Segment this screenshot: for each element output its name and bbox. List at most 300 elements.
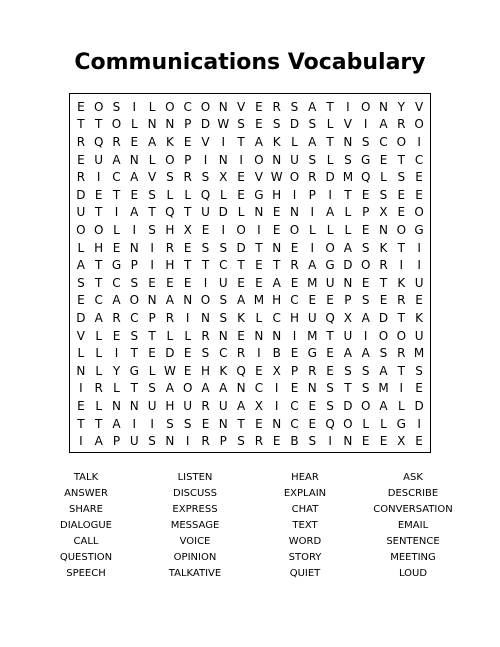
grid-letter: A: [236, 398, 246, 413]
grid-letter: E: [379, 434, 388, 449]
grid-letter: I: [346, 99, 350, 114]
grid-letter: I: [185, 434, 190, 449]
grid-letter: G: [325, 258, 335, 273]
word-list-item: SENTENCE: [386, 536, 440, 547]
grid-letter: L: [77, 240, 85, 255]
grid-letter: R: [201, 328, 210, 343]
grid-letter: T: [397, 240, 405, 255]
grid-letter: W: [270, 170, 283, 185]
word-list-item: SHARE: [69, 504, 103, 515]
grid-letter: P: [184, 117, 192, 132]
grid-letter: T: [77, 117, 85, 132]
grid-letter: S: [148, 187, 156, 202]
grid-letter: L: [380, 416, 387, 431]
grid-letter: G: [254, 187, 264, 202]
grid-letter: T: [95, 275, 103, 290]
grid-letter: S: [130, 275, 139, 290]
grid-letter: Q: [93, 134, 104, 149]
grid-letter: T: [95, 205, 103, 220]
grid-letter: A: [308, 99, 317, 114]
grid-letter: R: [94, 381, 103, 396]
grid-letter: S: [379, 346, 388, 361]
grid-letter: M: [342, 170, 354, 185]
grid-letter: E: [326, 363, 334, 378]
grid-letter: X: [219, 170, 228, 185]
grid-letter: N: [129, 152, 139, 167]
grid-letter: O: [182, 381, 193, 396]
grid-letter: A: [112, 152, 121, 167]
grid-letter: I: [79, 434, 83, 449]
grid-letter: A: [254, 134, 263, 149]
grid-letter: E: [183, 240, 192, 255]
grid-letter: O: [111, 117, 122, 132]
grid-letter: E: [183, 346, 192, 361]
word-list-item: CHAT: [291, 504, 319, 515]
word-list-item: ASK: [403, 472, 423, 483]
grid-letter: I: [114, 205, 119, 220]
grid-letter: O: [93, 99, 104, 114]
grid-letter: O: [236, 222, 246, 237]
word-list-item: STORY: [288, 552, 322, 563]
grid-letter: N: [272, 152, 282, 167]
grid-letter: W: [163, 363, 176, 378]
grid-letter: C: [219, 346, 228, 361]
grid-letter: T: [130, 346, 138, 361]
grid-letter: T: [273, 258, 281, 273]
grid-letter: O: [396, 222, 407, 237]
grid-letter: N: [218, 99, 228, 114]
grid-letter: N: [343, 275, 353, 290]
grid-letter: S: [379, 187, 388, 202]
grid-letter: S: [237, 117, 245, 132]
grid-letter: A: [236, 293, 246, 308]
grid-letter: C: [94, 293, 103, 308]
grid-letter: O: [378, 328, 389, 343]
grid-letter: U: [307, 310, 317, 325]
grid-letter: E: [77, 99, 85, 114]
word-list-item: EMAIL: [397, 520, 429, 531]
grid-letter: N: [218, 328, 228, 343]
grid-letter: N: [218, 416, 228, 431]
grid-letter: I: [150, 416, 154, 431]
grid-letter: X: [183, 222, 192, 237]
word-list-item: CONVERSATION: [373, 504, 453, 515]
grid-letter: A: [325, 205, 335, 220]
grid-letter: E: [290, 381, 299, 396]
grid-letter: T: [201, 258, 210, 273]
grid-letter: E: [397, 205, 406, 220]
grid-letter: N: [147, 293, 157, 308]
grid-letter: T: [95, 258, 103, 273]
grid-letter: V: [236, 99, 246, 114]
grid-letter: S: [344, 363, 352, 378]
grid-letter: N: [254, 328, 264, 343]
grid-letter: O: [254, 152, 264, 167]
grid-letter: O: [360, 398, 371, 413]
grid-letter: T: [326, 134, 334, 149]
grid-letter: S: [308, 434, 317, 449]
grid-letter: C: [112, 170, 121, 185]
grid-letter: P: [148, 310, 156, 325]
grid-letter: A: [343, 240, 352, 255]
grid-letter: L: [95, 346, 103, 361]
grid-letter: P: [290, 363, 299, 378]
word-list-item: LISTEN: [177, 472, 213, 483]
grid-letter: L: [184, 187, 192, 202]
grid-letter: S: [361, 293, 370, 308]
grid-letter: G: [396, 416, 406, 431]
grid-letter: T: [237, 134, 245, 149]
grid-letter: I: [417, 258, 421, 273]
grid-letter: D: [165, 346, 175, 361]
grid-letter: D: [414, 398, 424, 413]
grid-letter: Q: [236, 363, 246, 378]
grid-letter: L: [255, 310, 263, 325]
grid-letter: E: [290, 346, 299, 361]
grid-letter: E: [255, 258, 263, 273]
grid-letter: S: [148, 434, 156, 449]
grid-letter: C: [414, 152, 424, 167]
grid-letter: L: [148, 99, 156, 114]
grid-letter: L: [344, 222, 352, 237]
word-list-item: ANSWER: [64, 488, 108, 499]
word-list-item: SPEECH: [66, 568, 106, 579]
grid-letter: L: [326, 222, 334, 237]
grid-letter: H: [200, 363, 210, 378]
grid-letter: S: [201, 346, 210, 361]
grid-letter: A: [343, 346, 352, 361]
grid-letter: L: [166, 187, 174, 202]
grid-letter: A: [379, 117, 388, 132]
grid-letter: L: [95, 363, 103, 378]
grid-letter: S: [219, 240, 228, 255]
grid-letter: E: [255, 117, 263, 132]
grid-letter: I: [96, 170, 101, 185]
grid-letter: E: [308, 416, 317, 431]
grid-letter: I: [239, 152, 243, 167]
grid-letter: U: [94, 152, 104, 167]
grid-letter: I: [274, 398, 279, 413]
grid-letter: H: [94, 240, 104, 255]
grid-letter: S: [130, 328, 139, 343]
grid-letter: R: [397, 346, 406, 361]
grid-letter: L: [326, 152, 334, 167]
grid-letter: I: [114, 346, 119, 361]
grid-letter: H: [272, 293, 282, 308]
grid-letter: V: [343, 117, 352, 132]
grid-letter: L: [95, 398, 103, 413]
grid-letter: I: [274, 381, 279, 396]
grid-letter: E: [237, 170, 245, 185]
grid-letter: Y: [112, 363, 121, 378]
grid-letter: S: [361, 134, 370, 149]
grid-letter: N: [343, 434, 353, 449]
grid-letter: R: [165, 310, 175, 325]
grid-letter: C: [290, 293, 299, 308]
grid-letter: S: [166, 416, 174, 431]
grid-letter: E: [148, 346, 156, 361]
grid-letter: I: [292, 187, 297, 202]
grid-letter: E: [326, 346, 334, 361]
grid-letter: T: [379, 275, 388, 290]
grid-letter: A: [147, 134, 157, 149]
grid-letter: O: [414, 205, 424, 220]
grid-letter: I: [363, 328, 368, 343]
grid-letter: E: [272, 434, 281, 449]
grid-letter: O: [165, 99, 175, 114]
grid-letter: U: [414, 275, 424, 290]
grid-letter: D: [378, 310, 389, 325]
grid-letter: E: [290, 275, 299, 290]
grid-letter: S: [344, 152, 352, 167]
grid-letter: S: [308, 152, 317, 167]
word-list-item: VOICE: [179, 536, 211, 547]
grid-letter: G: [414, 222, 424, 237]
grid-letter: A: [361, 310, 370, 325]
grid-letter: I: [132, 222, 137, 237]
grid-letter: C: [219, 258, 228, 273]
grid-letter: N: [218, 152, 228, 167]
grid-letter: E: [415, 187, 423, 202]
grid-letter: P: [184, 152, 192, 167]
grid-letter: Q: [360, 170, 371, 185]
grid-letter: I: [150, 258, 154, 273]
grid-letter: O: [396, 134, 407, 149]
word-list-item: EXPRESS: [172, 504, 218, 515]
grid-letter: E: [361, 434, 370, 449]
grid-letter: R: [397, 117, 406, 132]
grid-letter: I: [310, 205, 315, 220]
grid-letter: E: [255, 275, 263, 290]
grid-letter: I: [257, 346, 261, 361]
grid-letter: C: [290, 398, 299, 413]
grid-letter: A: [308, 258, 317, 273]
grid-letter: T: [344, 381, 352, 396]
grid-letter: I: [150, 240, 154, 255]
grid-letter: P: [130, 258, 138, 273]
grid-letter: D: [200, 117, 211, 132]
grid-letter: E: [326, 293, 334, 308]
grid-letter: R: [254, 434, 264, 449]
grid-letter: E: [290, 240, 299, 255]
grid-letter: E: [112, 328, 121, 343]
grid-letter: I: [79, 381, 83, 396]
grid-letter: E: [130, 187, 139, 202]
word-list-column: [250, 470, 360, 582]
grid-letter: T: [77, 416, 85, 431]
grid-letter: C: [130, 310, 139, 325]
grid-letter: S: [148, 381, 156, 396]
grid-letter: N: [165, 117, 175, 132]
grid-letter: E: [94, 187, 103, 202]
grid-letter: A: [94, 310, 103, 325]
word-list-item: WORD: [288, 536, 322, 547]
grid-letter: E: [308, 293, 317, 308]
grid-letter: N: [343, 134, 353, 149]
word-list-column: [140, 470, 250, 582]
grid-letter: T: [326, 328, 334, 343]
grid-letter: R: [308, 170, 317, 185]
grid-letter: N: [379, 222, 388, 237]
grid-letter: D: [76, 187, 86, 202]
grid-letter: A: [361, 346, 370, 361]
grid-letter: E: [379, 293, 388, 308]
grid-letter: L: [291, 134, 298, 149]
grid-letter: Q: [200, 187, 211, 202]
grid-letter: S: [290, 99, 299, 114]
grid-letter: L: [130, 117, 138, 132]
grid-letter: C: [290, 416, 299, 431]
grid-letter: S: [397, 170, 406, 185]
grid-letter: R: [76, 134, 86, 149]
grid-letter: O: [165, 152, 175, 167]
grid-letter: N: [201, 310, 210, 325]
grid-letter: E: [183, 275, 192, 290]
grid-letter: O: [289, 222, 300, 237]
grid-letter: S: [361, 240, 370, 255]
grid-letter: O: [93, 222, 104, 237]
grid-letter: E: [148, 275, 156, 290]
grid-letter: I: [310, 240, 315, 255]
grid-letter: E: [77, 293, 85, 308]
grid-letter: I: [399, 381, 404, 396]
grid-letter: V: [201, 134, 210, 149]
grid-letter: A: [201, 381, 210, 396]
grid-letter: L: [362, 416, 370, 431]
grid-letter: R: [201, 434, 210, 449]
grid-letter: D: [236, 240, 246, 255]
grid-letter: E: [130, 134, 139, 149]
grid-letter: E: [183, 134, 192, 149]
grid-letter: X: [379, 205, 388, 220]
grid-letter: U: [147, 398, 157, 413]
grid-letter: G: [111, 258, 122, 273]
grid-letter: E: [201, 416, 210, 431]
grid-letter: I: [132, 99, 137, 114]
grid-letter: S: [308, 117, 317, 132]
grid-letter: M: [253, 293, 265, 308]
grid-letter: E: [272, 205, 281, 220]
word-list-item: DISCUSS: [173, 488, 217, 499]
word-list-item: TALKATIVE: [168, 568, 222, 579]
grid-letter: S: [201, 170, 210, 185]
grid-letter: I: [328, 187, 332, 202]
grid-letter: Q: [165, 205, 175, 220]
grid-letter: U: [218, 275, 228, 290]
grid-letter: R: [183, 170, 192, 185]
grid-letter: C: [272, 310, 281, 325]
grid-letter: L: [344, 205, 352, 220]
grid-letter: K: [379, 240, 388, 255]
grid-letter: U: [414, 328, 424, 343]
grid-letter: X: [254, 398, 263, 413]
grid-letter: T: [237, 258, 245, 273]
grid-letter: R: [236, 346, 246, 361]
grid-letter: A: [379, 398, 388, 413]
grid-letter: T: [326, 99, 334, 114]
grid-letter: G: [129, 363, 139, 378]
grid-letter: E: [308, 398, 317, 413]
word-list-item: DESCRIBE: [387, 488, 439, 499]
grid-letter: I: [221, 222, 226, 237]
grid-letter: X: [343, 310, 352, 325]
grid-letter: A: [130, 205, 139, 220]
grid-letter: L: [184, 328, 192, 343]
grid-letter: I: [363, 117, 368, 132]
grid-letter: N: [272, 416, 282, 431]
grid-letter: A: [76, 258, 85, 273]
grid-letter: R: [308, 363, 317, 378]
letter-grid-frame: [69, 93, 431, 453]
grid-letter: I: [399, 258, 404, 273]
grid-letter: U: [76, 205, 86, 220]
grid-letter: T: [397, 310, 405, 325]
grid-letter: K: [272, 134, 281, 149]
grid-letter: L: [237, 205, 245, 220]
grid-letter: T: [237, 416, 245, 431]
grid-letter: G: [307, 346, 317, 361]
grid-letter: B: [290, 434, 299, 449]
word-list-column: [358, 470, 468, 582]
word-list-item: QUIET: [289, 568, 321, 579]
grid-letter: L: [380, 170, 387, 185]
grid-letter: E: [166, 275, 174, 290]
grid-letter: O: [129, 293, 140, 308]
grid-letter: A: [165, 381, 174, 396]
grid-letter: I: [417, 240, 421, 255]
grid-letter: E: [361, 187, 370, 202]
grid-letter: E: [255, 416, 263, 431]
grid-letter: A: [94, 434, 103, 449]
grid-letter: O: [414, 117, 424, 132]
grid-letter: L: [166, 328, 174, 343]
grid-letter: U: [343, 328, 353, 343]
grid-letter: D: [343, 258, 353, 273]
grid-letter: A: [308, 134, 317, 149]
word-list-column: [31, 470, 141, 582]
grid-letter: A: [112, 293, 121, 308]
grid-letter: A: [112, 416, 121, 431]
grid-letter: O: [325, 240, 335, 255]
grid-letter: K: [415, 310, 424, 325]
grid-letter: V: [76, 328, 85, 343]
grid-letter: E: [112, 240, 121, 255]
grid-letter: T: [397, 363, 405, 378]
grid-letter: Q: [325, 310, 335, 325]
word-list-item: DIALOGUE: [60, 520, 112, 531]
grid-letter: R: [201, 398, 210, 413]
grid-letter: L: [219, 187, 227, 202]
grid-letter: S: [219, 310, 228, 325]
grid-letter: O: [289, 170, 300, 185]
grid-letter: N: [254, 205, 264, 220]
grid-letter: E: [237, 328, 245, 343]
grid-letter: C: [254, 381, 264, 396]
grid-letter: T: [344, 187, 352, 202]
grid-letter: R: [76, 170, 86, 185]
grid-letter: I: [185, 310, 190, 325]
grid-letter: N: [379, 99, 388, 114]
grid-letter: K: [237, 310, 246, 325]
grid-letter: D: [218, 205, 228, 220]
grid-letter: O: [76, 222, 86, 237]
grid-letter: O: [200, 293, 211, 308]
grid-letter: E: [415, 170, 423, 185]
word-list-item: TALK: [73, 472, 99, 483]
grid-letter: S: [326, 381, 334, 396]
grid-letter: S: [166, 170, 174, 185]
grid-letter: S: [361, 363, 370, 378]
